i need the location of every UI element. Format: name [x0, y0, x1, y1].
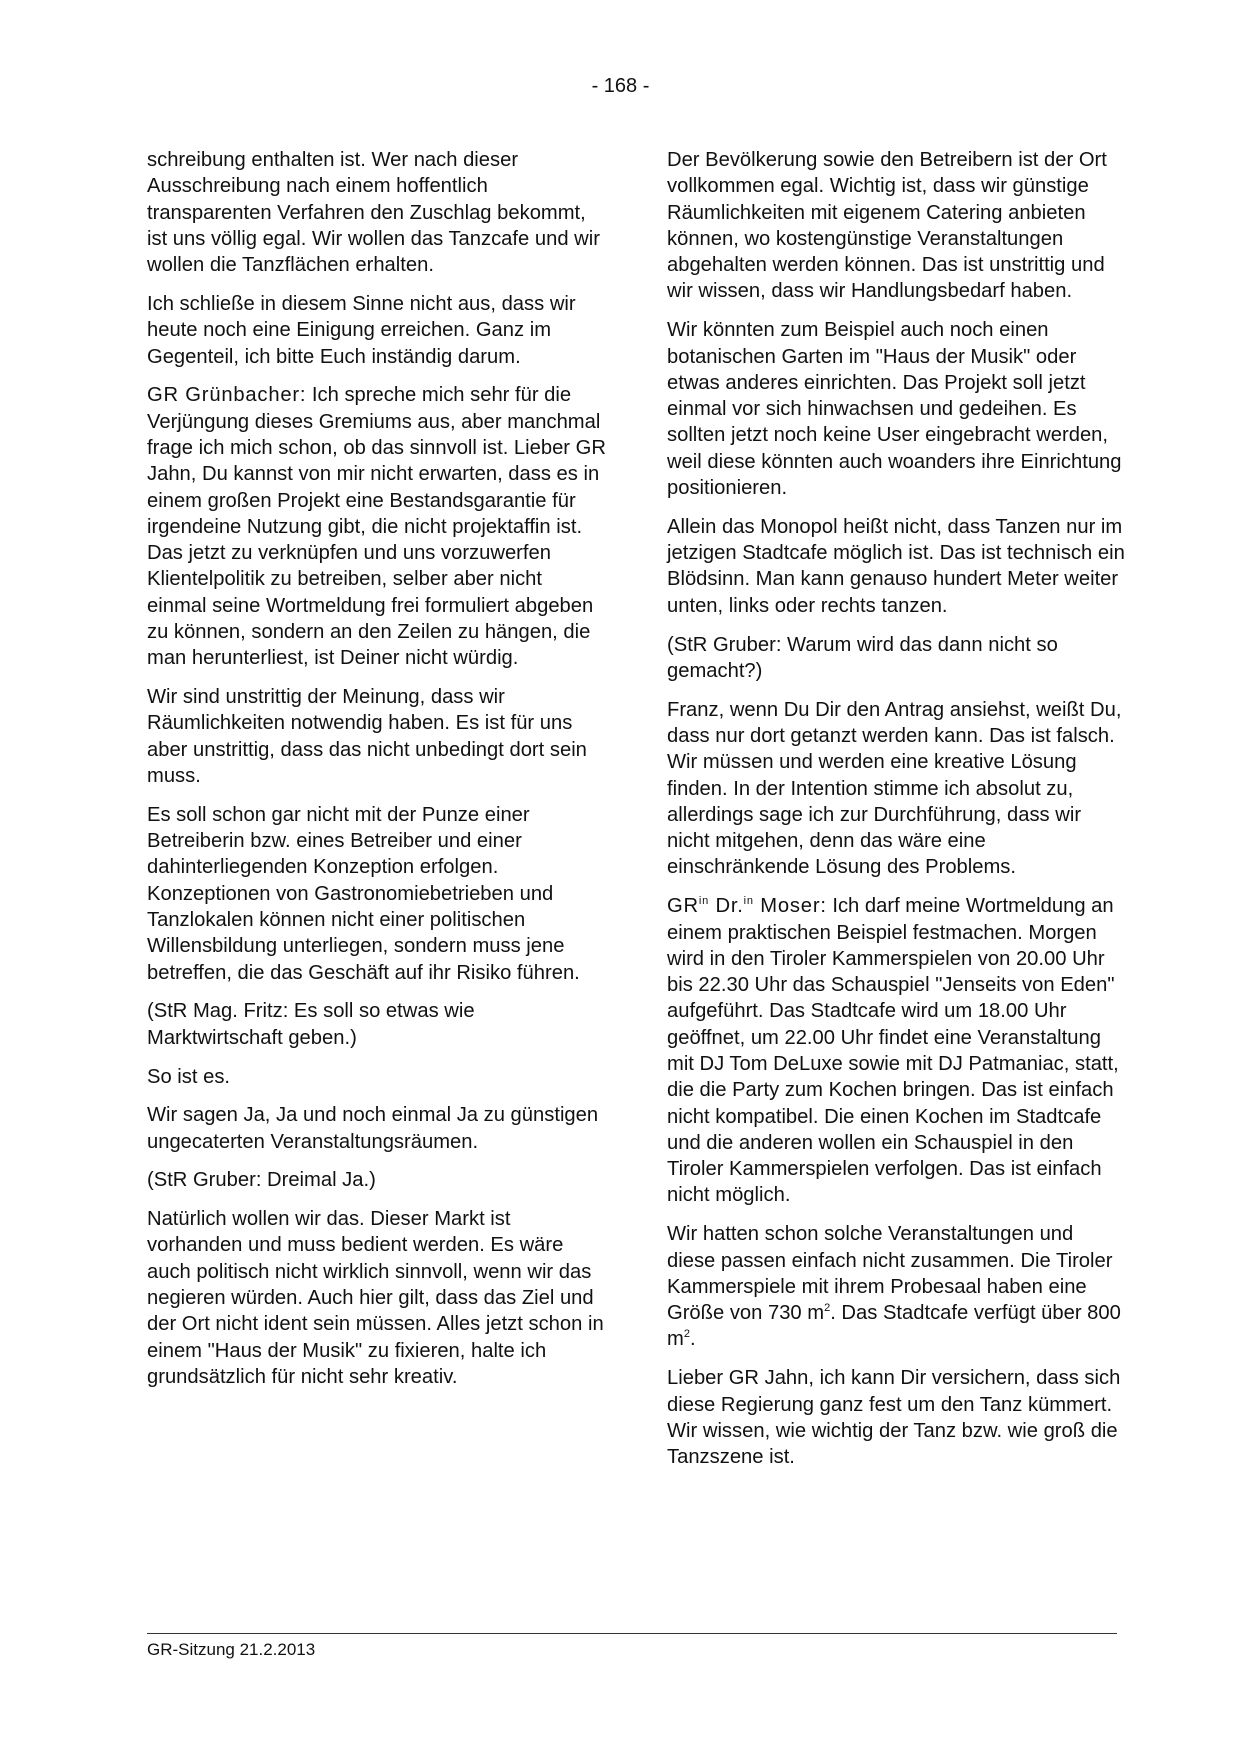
paragraph: Wir sagen Ja, Ja und noch einmal Ja zu günstigen ungecaterten Veranstaltungsräumen. — [147, 1104, 599, 1153]
speaker-title: GR — [667, 895, 699, 918]
paragraph — [667, 1221, 1127, 1352]
left-column — [147, 147, 607, 1403]
speaker-title: Dr. — [709, 895, 744, 918]
footer-divider — [147, 1633, 1117, 1634]
paragraph: schreibung enthalten ist. Wer nach dieser Ausschreibung nach einem hoffentlich transparenten Verfahren den Zuschlag bekommt, ist uns völlig egal. Wir wollen das Tanzcafe und wir wollen die Tanzflächen erhalten. — [147, 149, 600, 277]
speaker-surname: Moser: — [753, 895, 827, 918]
page-number: - 168 - — [591, 75, 650, 97]
paragraph — [667, 893, 1127, 1209]
superscript: 2 — [824, 1302, 831, 1315]
interjection: (StR Gruber: Dreimal Ja.) — [147, 1169, 376, 1192]
superscript: in — [698, 895, 710, 908]
paragraph: Wir sind unstrittig der Meinung, dass wir Räumlichkeiten notwendig haben. Es ist für uns aber unstrittig, dass das nicht unbedingt dort sein muss. — [147, 686, 587, 788]
speaker-name — [667, 895, 827, 917]
paragraph: Ich schließe in diesem Sinne nicht aus, dass wir heute noch eine Einigung erreichen. Ganz im Gegenteil, ich bitte Euch inständig darum. — [147, 292, 576, 368]
paragraph: Es soll schon gar nicht mit der Punze einer Betreiberin bzw. eines Betreiber und einer dahinterliegenden Konzeption erfolgen. Konzeptionen von Gastronomiebetrieben und Tanzlokalen können nicht einer politischen Willensbildung unterliegen, sondern muss jene betreffen, die das Geschäft auf ihr Risiko führen. — [147, 803, 580, 984]
paragraph: Wir könnten zum Beispiel auch noch einen botanischen Garten im "Haus der Musik" oder etwas anderes einrichten. Das Projekt soll jetzt einmal vor sich hinwachsen und gedeihen. Es sollten jetzt noch keine User eingebracht werden, weil diese könnten auch woanders ihre Einrichtung positionieren. — [667, 319, 1122, 500]
paragraph: So ist es. — [147, 1065, 231, 1088]
paragraph: Lieber GR Jahn, ich kann Dir versichern, dass sich diese Regierung ganz fest um den Tanz kümmert. Wir wissen, wie wichtig der Tanz bzw. wie groß die Tanzszene ist. — [667, 1367, 1121, 1469]
interjection: (StR Mag. Fritz: Es soll so etwas wie Marktwirtschaft geben.) — [147, 1000, 475, 1049]
text-run: Wir hatten schon solche Veranstaltungen und diese passen einfach nicht zusammen. Die Tiroler Kammerspiele mit ihrem Probesaal haben eine Größe von 730 m — [667, 1223, 1113, 1325]
speech-text: Ich spreche mich sehr für die Verjüngung dieses Gremiums aus, aber manchmal frage ich mich schon, ob das sinnvoll ist. Lieber GR Jahn, Du kannst von mir nicht erwarten, dass es in einem großen Projekt eine Bestandsgarantie für irgendeine Nutzung gibt, die nicht projektaffin ist. Das jetzt zu verknüpfen und uns vorzuwerfen Klientelpolitik zu betreiben, selber aber nicht einmal seine Wortmeldung frei formuliert abgeben zu können, sondern an den Zeilen zu hängen, die man herunterliest, ist Deiner nicht würdig. — [147, 384, 606, 670]
superscript: in — [743, 895, 754, 908]
paragraph: Natürlich wollen wir das. Dieser Markt ist vorhanden und muss bedient werden. Es wäre auch politisch nicht wirklich sinnvoll, wenn wir das negieren würden. Auch hier gilt, dass das Ziel und der Ort nicht ident sein müssen. Alles jetzt schon in einem "Haus der Musik" zu fixieren, halte ich grundsätzlich für nicht sehr kreativ. — [147, 1208, 604, 1388]
paragraph: Der Bevölkerung sowie den Betreibern ist der Ort vollkommen egal. Wichtig ist, dass wir günstige Räumlichkeiten mit eigenem Catering anbieten können, wo kostengünstige Veranstaltungen abgehalten werden können. Das ist unstrittig und wir wissen, dass wir Handlungsbedarf haben. — [667, 149, 1107, 303]
interjection: (StR Gruber: Warum wird das dann nicht so gemacht?) — [667, 633, 1058, 682]
superscript: 2 — [683, 1328, 690, 1341]
text-run: . Das Stadtcafe verfügt über 800 m — [667, 1302, 1121, 1351]
speech-text: Ich darf meine Wortmeldung an einem praktischen Beispiel festmachen. Morgen wird in den Tiroler Kammerspielen von 20.00 Uhr bis 22.30 Uhr das Schauspiel "Jenseits von Eden" aufgeführt. Das Stadtcafe wird um 18.00 Uhr geöffnet, um 22.00 Uhr findet eine Veranstaltung mit DJ Tom DeLuxe sowie mit DJ Patmaniac, statt, die die Party zum Kochen bringen. Das ist einfach nicht kompatibel. Die einen Kochen im Stadtcafe und die anderen wollen ein Schauspiel in den Tiroler Kammerspielen verfolgen. Das ist einfach nicht möglich. — [667, 895, 1119, 1207]
text-run: . — [689, 1328, 696, 1351]
right-column — [667, 147, 1127, 1483]
paragraph: Allein das Monopol heißt nicht, dass Tanzen nur im jetzigen Stadtcafe möglich ist. Das ist technisch ein Blödsinn. Man kann genauso hundert Meter weiter unten, links oder rechts tanzen. — [667, 515, 1125, 617]
paragraph — [147, 382, 607, 671]
paragraph: Franz, wenn Du Dir den Antrag ansiehst, weißt Du, dass nur dort getanzt werden kann. Das ist falsch. Wir müssen und werden eine kreative Lösung finden. In der Intention stimme ich absolut zu, allerdings sage ich zur Durchführung, dass wir nicht mitgehen, denn das wäre eine einschränkende Lösung des Problems. — [667, 698, 1122, 879]
speaker-name: GR Grünbacher: — [147, 384, 307, 407]
footer-session-label: GR-Sitzung 21.2.2013 — [147, 1640, 316, 1659]
